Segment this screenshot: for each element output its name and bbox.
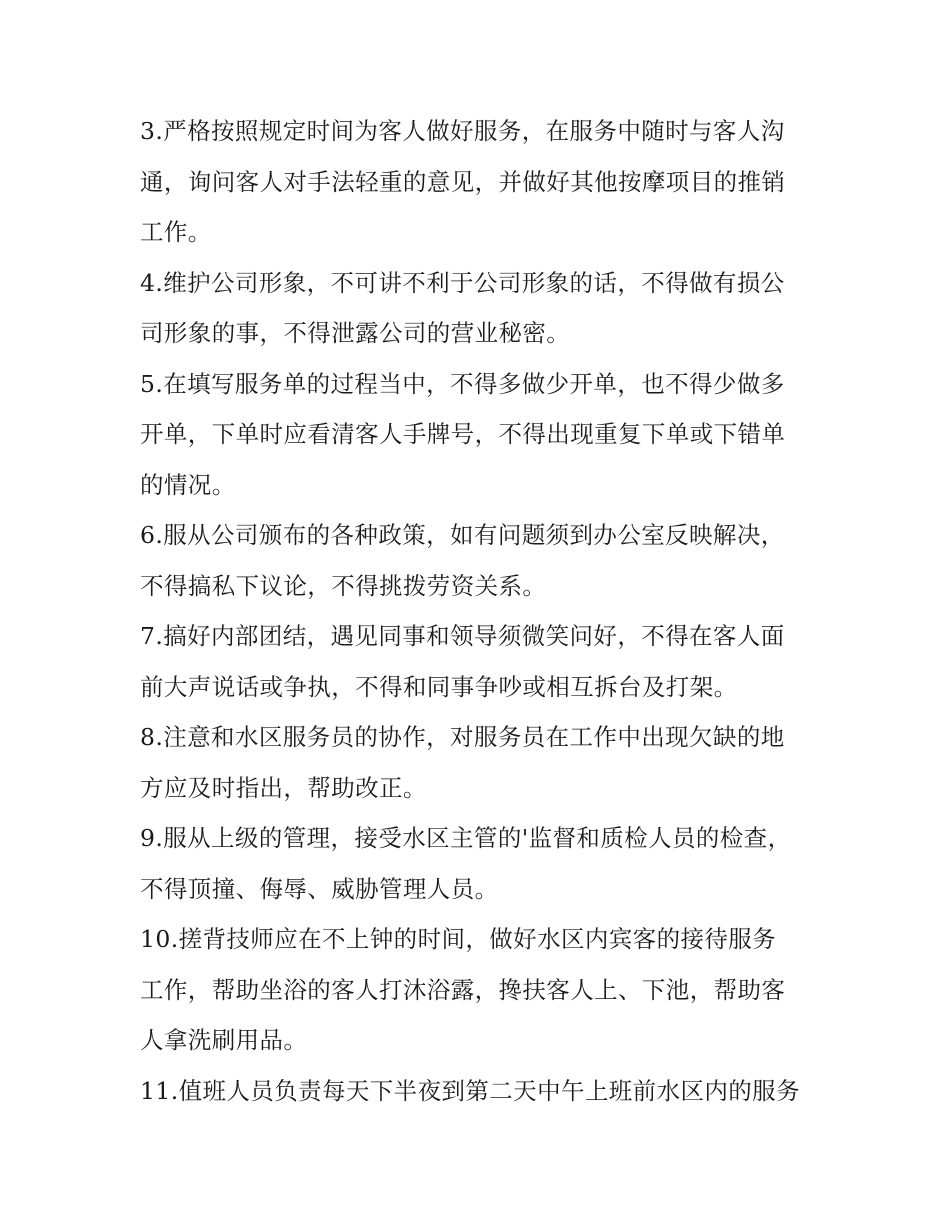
paragraph-11 [140,1066,820,1117]
text-line: 11.值班人员负责每天下半夜到第二天中午上班前水区内的服务 [140,1076,800,1105]
paragraph-6 [140,510,820,611]
document-body [140,106,820,1116]
text-line: 7.搞好内部团结，遇见同事和领导须微笑问好，不得在客人面 [140,622,785,650]
text-line: 不得搞私下议论，不得挑拨劳资关系。 [140,571,547,600]
text-line: 5.在填写服务单的过程当中，不得多做少开单，也不得少做多 [140,369,785,398]
text-line: 9.服从上级的管理，接受水区主管的'监督和质检人员的检查， [140,824,792,852]
paragraph-3 [140,106,820,258]
paragraph-4 [140,258,820,359]
text-line: 不得顶撞、侮辱、威胁管理人员。 [140,874,499,903]
text-line: 6.服从公司颁布的各种政策，如有问题须到办公室反映解决， [140,521,785,549]
text-line: 司形象的事，不得泄露公司的营业秘密。 [140,319,571,347]
paragraph-10 [140,914,820,1066]
text-line: 8.注意和水区服务员的协作，对服务员在工作中出现欠缺的地 [140,723,785,751]
text-line: 4.维护公司形象，不可讲不利于公司形象的话，不得做有损公 [140,268,785,297]
text-line: 的情况。 [140,470,236,499]
text-line: 工作，帮助坐浴的客人打沐浴露，搀扶客人上、下池，帮助客 [140,975,786,1004]
paragraph-8 [140,712,820,813]
text-line: 通，询问客人对手法轻重的意见，并做好其他按摩项目的推销 [140,167,786,196]
text-line: 工作。 [140,218,212,246]
paragraph-5 [140,359,820,511]
text-line: 3.严格按照规定时间为客人做好服务，在服务中随时与客人沟 [140,117,785,145]
text-line: 前大声说话或争执，不得和同事争吵或相互拆台及打架。 [140,672,738,701]
paragraph-9 [140,813,820,914]
text-line: 10.搓背技师应在不上钟的时间，做好水区内宾客的接待服务 [140,925,777,953]
text-line: 人拿洗刷用品。 [140,1026,308,1054]
paragraph-7 [140,611,820,712]
text-line: 方应及时指出，帮助改正。 [140,773,427,802]
text-line: 开单，下单时应看清客人手牌号，不得出现重复下单或下错单 [140,420,786,448]
